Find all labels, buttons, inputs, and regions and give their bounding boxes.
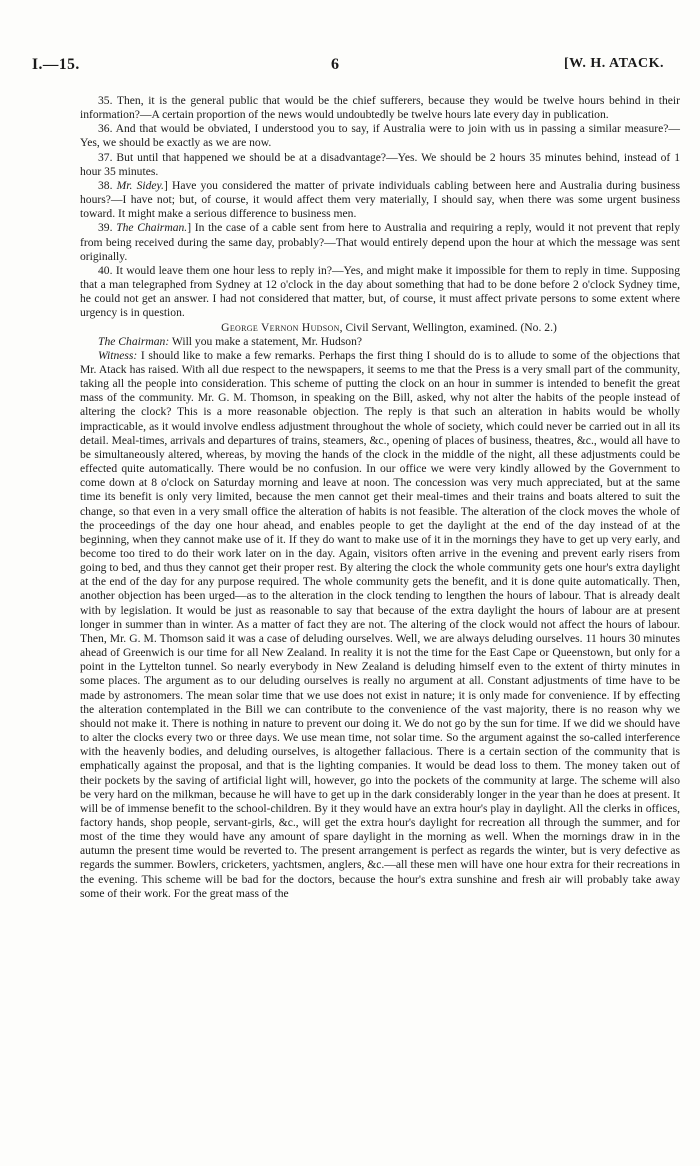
paragraph-39: 39. The Chairman.] In the case of a cable sent from here to Australia and requiring a reply, would it not prevent that reply from being received during the same day, probably?—That would entirely depend upon the hour at which the message was sent originally.	[80, 221, 681, 263]
witness-running-head: [W. H. ATACK.	[564, 56, 664, 71]
witness-name: George Vernon Hudson	[221, 320, 340, 334]
witness-heading: George Vernon Hudson, Civil Servant, Wellington, examined. (No. 2.)	[221, 320, 557, 334]
paragraph-40: 40. It would leave them one hour less to reply in?—Yes, and might make it impossible for them to reply in time. Supposing that a man telegraphed from Sydney at 12 o'clock in the day about something that had to be done before 2 o'clock Sydney time, he could not get an answer. I had not considered that matter, but, of course, it must affect private persons to some extent where urgency is in question.	[80, 263, 680, 320]
paragraph-witness-statement: Witness: I should like to make a few remarks. Perhaps the first thing I should do is to allude to some of the objections that Mr. Atack has raised. With all due respect to the newspapers, it seems to me that the Press is a very small part of the community, taking all the people into consideration. This scheme of putting the clock on an hour in summer is intended to benefit the great mass of the community. Mr. G. M. Thomson, in speaking on the Bill, asked, why not alter the habits of the people instead of altering the clock? This is a more reasonable objection. The reply is that such an alteration in habits would be wholly impracticable, as it would involve endless adjustment throughout the whole of society, which could never be carried out in all its detail. Meal-times, arrivals and departures of trains, steamers, &c., opening of places of business, theatres, &c., would all have to be simultaneously altered, whereas, by moving the hands of the clock in the middle of the night, all these adjustments could be effected quite automatically. There would be no confusion. In our office we were very kindly allowed by the Government to come down at 8 o'clock on Saturday morning and leave at noon. The concession was very much appreciated, but at the same time its benefit is only very limited, because the men cannot get their meal-times and their trains and boats altered to suit the change, so that even in a very small office the alteration of habits is not feasible. The alteration of the clock moves the whole of the proceedings of the day one hour ahead, and enables people to get the daylight at the end of the day instead of at the beginning, when they cannot make use of it. If they do want to make use of it in the mornings they have to get up very early, and become too tired to do their work later on in the day. Again, visitors often arrive in the evening and prevent early risers from going to bed, and thus they cannot get their proper rest. By altering the clock the whole community gets one hour's extra daylight at the end of the day for any purpose required. The whole community gets the benefit, and it is done quite automatically. Then, another objection has been urged—as to the alteration in the clock tending to lengthen the hours of labour. That is already dealt with by legislation. It would be just as reasonable to say that because of the extra daylight the hours of labour are at present longer in summer than in winter. As a matter of fact they are not. The altering of the clock would not affect the hours of labour. Then, Mr. G. M. Thomson said it was a case of deluding ourselves. Well, we are always deluding ourselves. 11 hours 30 minutes ahead of Greenwich is our time for all New Zealand. In reality it is not the time for the East Cape or Queenstown, but only for a point in the Lyttelton tunnel. So nearly everybody in New Zealand is deluding himself even to the extent of thirty minutes in some places. The argument as to our deluding ourselves is really no argument at all. Constant adjustments of time have to be made by astronomers. The mean solar time that we use does not exist in nature; it is only made for convenience. If by effecting the alteration contemplated in the Bill we can contribute to the convenience of the vast majority, there is no reason why we should not make it. There is nothing in nature to prevent our doing it. We do not go by the sun for time. If we did we should have to alter the clocks every two or three days. We use mean time, not solar time. So the argument against the so-called interference with the heavenly bodies, and deluding ourselves, is altogether fallacious. There is a certain section of the community that is emphatically against the proposal, and that is the lighting companies. It would be dead loss to them. The money taken out of their pockets by the saving of artificial light will, however, go into the pockets of the community at large. The scheme will also be very hard on the milkman, because he will have to get up in the dark considerably longer in the year than he does at present. It will be of immense benefit to the school-children. By it they would have an extra hour's play in daylight. All the clerks in offices, factory hands, shop people, servant-girls, &c., will get the extra hour's daylight for recreation all through the summer, and for most of the time they would have any amount of spare daylight in the morning as well. When the mornings draw in in the autumn the present time would be reverted to. The present arrangement is perfect as regards the winter, but is very defective as regards the summer. Bowlers, cricketers, yachtsmen, anglers, &c.—all these men will have one hour extra for their recreations in the evening. This scheme will be bad for the doctors, because the hour's extra sunshine and fresh air will probably take away some of their work. For the great mass of the	[80, 348, 680, 900]
speaker-label: Witness:	[98, 348, 138, 362]
speaker-label: The Chairman:	[98, 334, 170, 348]
paragraph-36: 36. And that would be obviated, I understood you to say, if Australia were to join with us in passing a similar measure?—Yes, we should be exactly as we are now.	[80, 122, 680, 150]
paragraph-chairman-question: The Chairman: Will you make a statement, Mr. Hudson?	[98, 334, 363, 348]
page-number: 6	[331, 56, 340, 73]
paragraph-35: 35. Then, it is the general public that would be the chief sufferers, because they would be twelve hours behind in their information?—A certain proportion of the news would undoubtedly be twelve hours late every day in publication.	[80, 94, 680, 122]
speaker-label: The Chairman.	[116, 221, 188, 235]
paragraph-38: 38. Mr. Sidey.] Have you considered the matter of private individuals cabling between here and Australia during business hours?—I have not; but, of course, it would affect them very materially, I should say, when there was some urgent business toward. It might make a serious difference to business men.	[80, 178, 681, 221]
paragraph-37: 37. But until that happened we should be at a disadvantage?—Yes. We should be 2 hours 35 minutes behind, instead of 1 hour 35 minutes.	[80, 150, 680, 178]
document-body	[80, 94, 680, 901]
paper-reference: I.—15.	[32, 56, 80, 73]
speaker-label: Mr. Sidey.	[116, 178, 164, 192]
